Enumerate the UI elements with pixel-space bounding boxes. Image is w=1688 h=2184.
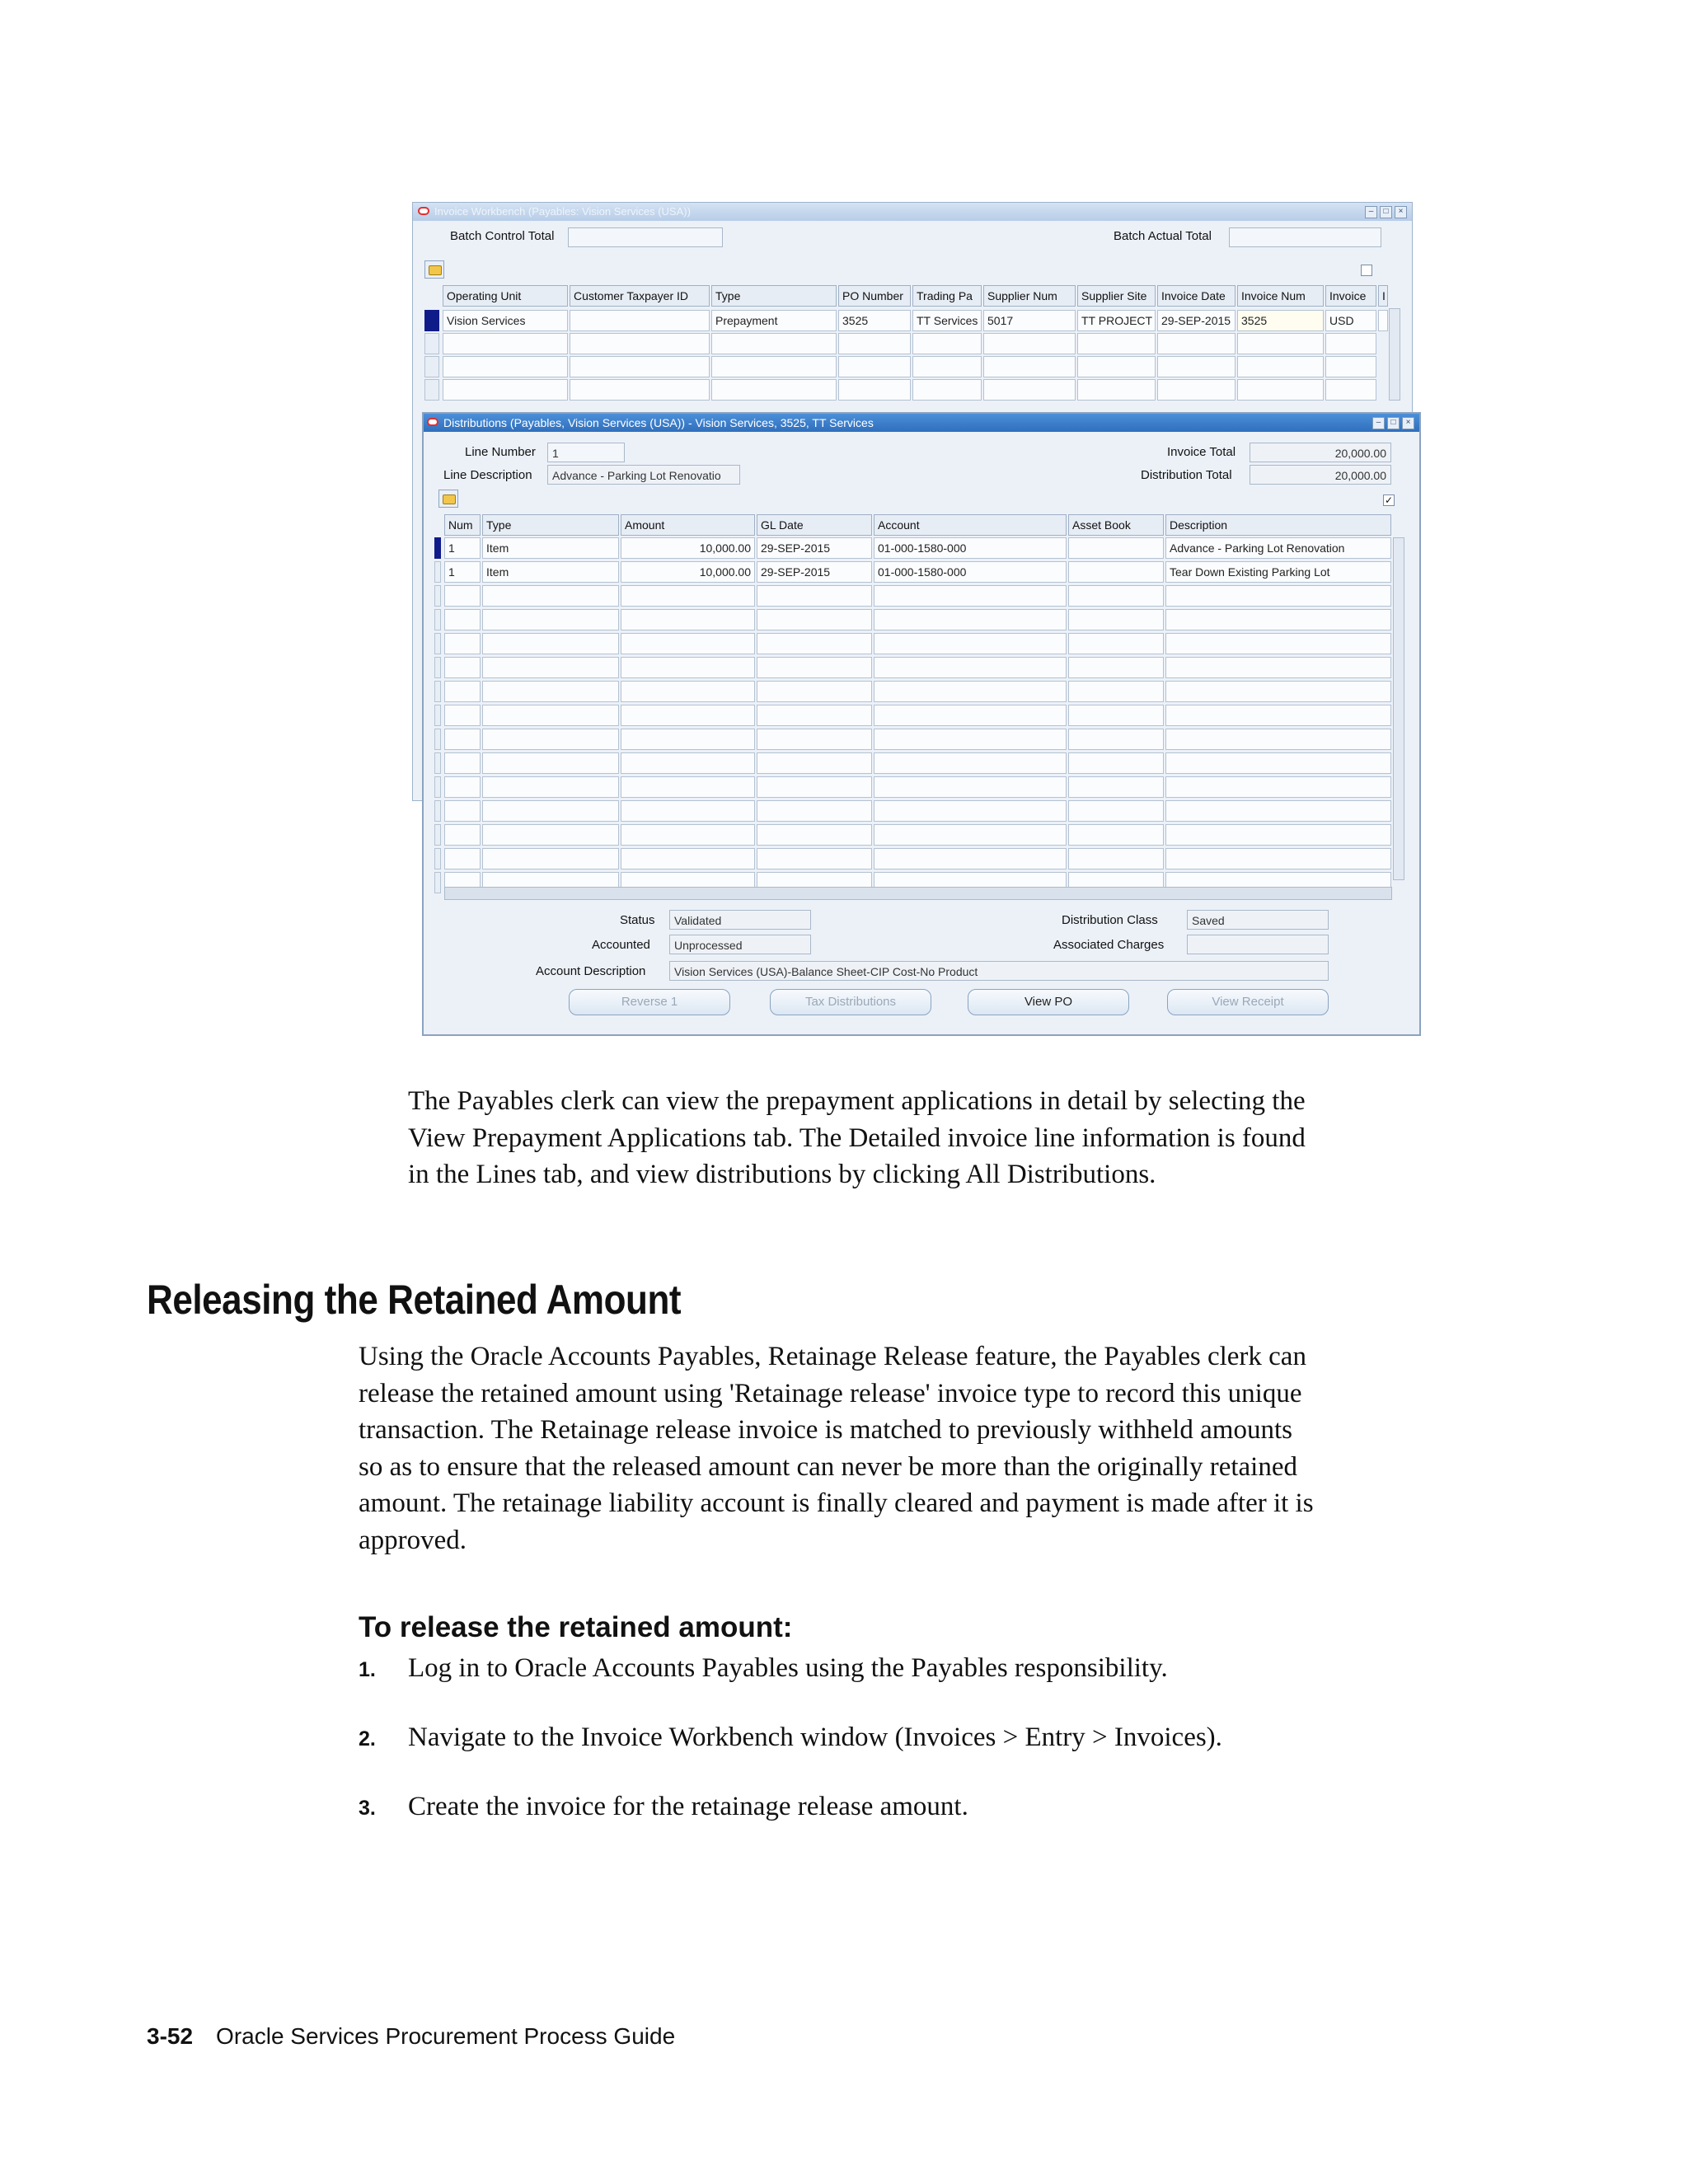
text-line: Using the Oracle Accounts Payables, Retainage Release feature, the Payables clerk can [359, 1342, 1306, 1371]
accounted-label: Accounted [592, 938, 650, 952]
folder-icon[interactable] [424, 260, 444, 279]
table-cell[interactable] [874, 729, 1067, 750]
cell-po-number[interactable]: 3525 [838, 310, 911, 331]
table-cell[interactable] [1068, 800, 1164, 822]
row-selector[interactable] [424, 356, 439, 377]
table-cell[interactable] [482, 752, 619, 774]
workbench-title: Invoice Workbench (Payables: Vision Services (USA)) [434, 205, 691, 218]
step-number: 2. [359, 1727, 376, 1750]
cell-type[interactable]: Item [482, 561, 619, 583]
row-selector[interactable] [434, 585, 441, 607]
distributions-vertical-scrollbar[interactable] [1393, 537, 1404, 880]
col-operating-unit: Operating Unit [443, 285, 568, 307]
table-cell[interactable] [444, 729, 481, 750]
row-selector[interactable] [434, 657, 441, 678]
table-cell[interactable] [1068, 657, 1164, 678]
row-selector[interactable] [434, 824, 441, 846]
distributions-checkbox[interactable]: ✓ [1384, 494, 1394, 506]
cell-num[interactable]: 1 [444, 537, 481, 559]
cell-invoice-currency[interactable]: USD [1325, 310, 1376, 331]
table-cell[interactable] [444, 800, 481, 822]
cell-customer-taxpayer-id[interactable] [570, 310, 710, 331]
accounted-field[interactable]: Unprocessed [669, 935, 811, 954]
page-footer [147, 2023, 675, 2050]
row-selector[interactable] [434, 633, 441, 654]
table-cell[interactable] [874, 633, 1067, 654]
table-cell[interactable] [621, 681, 755, 702]
table-cell[interactable] [1165, 609, 1391, 630]
table-cell[interactable] [757, 705, 872, 726]
close-icon[interactable]: × [1402, 417, 1414, 429]
table-cell[interactable] [621, 824, 755, 846]
table-cell[interactable] [757, 657, 872, 678]
row-selector[interactable] [434, 705, 441, 726]
col-invoice-num: Invoice Num [1237, 285, 1324, 307]
text-line: release the retained amount using 'Retainage release' invoice type to record this unique [359, 1378, 1302, 1408]
table-cell[interactable] [757, 752, 872, 774]
table-cell[interactable] [444, 633, 481, 654]
table-cell[interactable] [1165, 800, 1391, 822]
table-cell[interactable] [1068, 848, 1164, 869]
cell-account[interactable]: 01-000-1580-000 [874, 537, 1067, 559]
table-cell[interactable] [983, 333, 1076, 354]
table-cell[interactable] [482, 681, 619, 702]
table-cell[interactable] [1068, 824, 1164, 846]
table-cell[interactable] [444, 824, 481, 846]
table-cell[interactable] [1077, 379, 1156, 401]
cell-amount[interactable]: 10,000.00 [621, 537, 755, 559]
table-cell[interactable] [443, 379, 568, 401]
table-cell[interactable] [1237, 356, 1324, 377]
table-cell[interactable] [621, 752, 755, 774]
text-line: The Payables clerk can view the prepayment applications in detail by selecting the [408, 1086, 1306, 1116]
page-number: 3-52 [147, 2023, 194, 2049]
table-cell[interactable] [874, 657, 1067, 678]
step-text: Create the invoice for the retainage release amount. [408, 1792, 968, 1821]
account-description-field[interactable]: Vision Services (USA)-Balance Sheet-CIP Cost-No Product [669, 961, 1329, 981]
intro-paragraph [408, 1083, 1306, 1193]
table-cell[interactable] [1157, 379, 1236, 401]
step-text: Navigate to the Invoice Workbench window (Invoices > Entry > Invoices). [408, 1722, 1222, 1752]
line-description-label: Line Description [443, 468, 532, 482]
cell-amount[interactable]: 10,000.00 [621, 561, 755, 583]
table-cell[interactable] [1068, 681, 1164, 702]
table-cell[interactable] [1165, 752, 1391, 774]
table-cell[interactable] [482, 800, 619, 822]
table-cell[interactable] [874, 705, 1067, 726]
cell-operating-unit[interactable]: Vision Services [443, 310, 568, 331]
row-selector[interactable] [434, 800, 441, 822]
col-customer-taxpayer-id: Customer Taxpayer ID [570, 285, 710, 307]
table-cell[interactable] [621, 657, 755, 678]
status-label: Status [620, 913, 655, 927]
cell-supplier-site[interactable]: TT PROJECT [1077, 310, 1156, 331]
table-cell[interactable] [1165, 705, 1391, 726]
table-cell[interactable] [444, 609, 481, 630]
table-cell[interactable] [621, 848, 755, 869]
table-cell[interactable] [444, 776, 481, 798]
col-num: Num [444, 514, 481, 536]
table-cell[interactable] [482, 776, 619, 798]
associated-charges-label: Associated Charges [1053, 938, 1165, 952]
table-cell[interactable] [444, 657, 481, 678]
table-cell[interactable] [1165, 729, 1391, 750]
status-field[interactable]: Validated [669, 910, 811, 930]
workbench-title-bar [413, 203, 1412, 221]
distributions-window [422, 412, 1421, 1036]
table-cell[interactable] [482, 633, 619, 654]
table-cell[interactable] [1165, 657, 1391, 678]
minimize-icon[interactable]: – [1372, 417, 1385, 429]
distributions-title: Distributions (Payables, Vision Services (USA)) - Vision Services, 3525, TT Services [443, 416, 874, 429]
text-line: so as to ensure that the released amount can never be more than the originally retained [359, 1451, 1297, 1482]
tax-distributions-button[interactable]: Tax Distributions [770, 989, 931, 1015]
row-selector[interactable] [434, 776, 441, 798]
table-cell[interactable] [711, 379, 837, 401]
table-cell[interactable] [874, 848, 1067, 869]
table-cell[interactable] [444, 705, 481, 726]
table-cell[interactable] [1068, 633, 1164, 654]
table-cell[interactable] [1068, 729, 1164, 750]
col-type: Type [482, 514, 619, 536]
table-cell[interactable] [570, 379, 710, 401]
cell-description[interactable]: Advance - Parking Lot Renovation [1165, 537, 1391, 559]
table-cell[interactable] [621, 705, 755, 726]
table-cell[interactable] [482, 585, 619, 607]
row-selector[interactable] [424, 310, 439, 331]
cell-more[interactable] [1378, 310, 1388, 331]
section-paragraph [359, 1338, 1314, 1558]
line-number-field[interactable]: 1 [547, 443, 625, 462]
close-icon[interactable]: × [1395, 206, 1407, 218]
table-cell[interactable] [1165, 585, 1391, 607]
table-cell[interactable] [570, 333, 710, 354]
col-account: Account [874, 514, 1067, 536]
table-cell[interactable] [570, 356, 710, 377]
col-invoice-currency: Invoice [1325, 285, 1376, 307]
table-cell[interactable] [1068, 752, 1164, 774]
table-cell[interactable] [912, 379, 982, 401]
col-asset-book: Asset Book [1068, 514, 1164, 536]
table-cell[interactable] [443, 356, 568, 377]
col-invoice-date: Invoice Date [1157, 285, 1236, 307]
cell-type[interactable]: Item [482, 537, 619, 559]
col-supplier-site: Supplier Site [1077, 285, 1156, 307]
step-number: 3. [359, 1797, 376, 1820]
table-cell[interactable] [874, 800, 1067, 822]
table-cell[interactable] [983, 356, 1076, 377]
maximize-icon[interactable]: □ [1387, 417, 1400, 429]
maximize-icon[interactable]: □ [1380, 206, 1392, 218]
guide-title: Oracle Services Procurement Process Guide [216, 2023, 676, 2049]
cell-type[interactable]: Prepayment [711, 310, 837, 331]
col-gl-date: GL Date [757, 514, 872, 536]
table-cell[interactable] [443, 333, 568, 354]
line-description-field[interactable]: Advance - Parking Lot Renovatio [547, 465, 740, 485]
distribution-total-label: Distribution Total [1141, 468, 1232, 482]
col-po-number: PO Number [838, 285, 911, 307]
folder-icon[interactable] [438, 490, 458, 508]
table-cell[interactable] [1165, 681, 1391, 702]
row-selector[interactable] [434, 752, 441, 774]
table-cell[interactable] [912, 356, 982, 377]
table-cell[interactable] [874, 609, 1067, 630]
batch-control-total-field[interactable] [568, 227, 723, 247]
table-cell[interactable] [757, 633, 872, 654]
distribution-class-label: Distribution Class [1062, 913, 1158, 927]
table-cell[interactable] [482, 824, 619, 846]
table-cell[interactable] [757, 609, 872, 630]
col-supplier-num: Supplier Num [983, 285, 1076, 307]
distribution-class-field[interactable]: Saved [1187, 910, 1329, 930]
section-title: Releasing the Retained Amount [147, 1277, 682, 1323]
table-cell[interactable] [874, 776, 1067, 798]
table-cell[interactable] [482, 848, 619, 869]
row-selector[interactable] [424, 333, 439, 354]
cell-invoice-date[interactable]: 29-SEP-2015 [1157, 310, 1236, 331]
procedure-title: To release the retained amount: [359, 1611, 793, 1643]
table-cell[interactable] [444, 848, 481, 869]
row-selector[interactable] [424, 379, 439, 401]
cell-asset-book[interactable] [1068, 561, 1164, 583]
table-cell[interactable] [1068, 609, 1164, 630]
table-cell[interactable] [1325, 356, 1376, 377]
cell-account[interactable]: 01-000-1580-000 [874, 561, 1067, 583]
cell-gl-date[interactable]: 29-SEP-2015 [757, 537, 872, 559]
table-cell[interactable] [1165, 824, 1391, 846]
invoice-total-field[interactable]: 20,000.00 [1250, 443, 1391, 462]
table-cell[interactable] [838, 379, 911, 401]
batch-actual-total-label: Batch Actual Total [1114, 229, 1212, 243]
table-cell[interactable] [838, 333, 911, 354]
table-cell[interactable] [1165, 776, 1391, 798]
view-receipt-button[interactable]: View Receipt [1167, 989, 1329, 1015]
table-cell[interactable] [1325, 333, 1376, 354]
table-cell[interactable] [874, 824, 1067, 846]
table-cell[interactable] [621, 609, 755, 630]
distributions-title-bar [424, 414, 1419, 432]
table-cell[interactable] [1068, 776, 1164, 798]
cell-supplier-num[interactable]: 5017 [983, 310, 1076, 331]
minimize-icon[interactable]: – [1365, 206, 1377, 218]
col-type: Type [711, 285, 837, 307]
distribution-total-field[interactable]: 20,000.00 [1250, 465, 1391, 485]
row-selector[interactable] [434, 537, 441, 559]
table-cell[interactable] [1325, 379, 1376, 401]
row-selector[interactable] [434, 848, 441, 869]
table-cell[interactable] [621, 800, 755, 822]
table-cell[interactable] [757, 800, 872, 822]
batch-control-total-label: Batch Control Total [450, 229, 555, 243]
table-cell[interactable] [912, 333, 982, 354]
line-number-label: Line Number [465, 445, 536, 459]
text-line: approved. [359, 1525, 467, 1555]
table-cell[interactable] [1068, 585, 1164, 607]
cell-asset-book[interactable] [1068, 537, 1164, 559]
table-cell[interactable] [1077, 333, 1156, 354]
table-cell[interactable] [1068, 705, 1164, 726]
row-selector[interactable] [434, 561, 441, 583]
table-cell[interactable] [1077, 356, 1156, 377]
row-selector[interactable] [434, 872, 441, 893]
invoice-total-label: Invoice Total [1167, 445, 1236, 459]
table-cell[interactable] [874, 585, 1067, 607]
cell-gl-date[interactable]: 29-SEP-2015 [757, 561, 872, 583]
distributions-horizontal-scrollbar[interactable] [444, 887, 1392, 900]
table-cell[interactable] [711, 333, 837, 354]
table-cell[interactable] [874, 752, 1067, 774]
batch-actual-total-field[interactable] [1229, 227, 1381, 247]
table-cell[interactable] [711, 356, 837, 377]
col-more: I [1378, 285, 1388, 307]
col-trading-partner: Trading Pa [912, 285, 982, 307]
table-cell[interactable] [482, 657, 619, 678]
table-cell[interactable] [757, 824, 872, 846]
table-cell[interactable] [444, 585, 481, 607]
table-cell[interactable] [757, 729, 872, 750]
cell-description[interactable]: Tear Down Existing Parking Lot [1165, 561, 1391, 583]
row-selector[interactable] [434, 609, 441, 630]
associated-charges-field[interactable] [1187, 935, 1329, 954]
table-cell[interactable] [874, 681, 1067, 702]
table-cell[interactable] [621, 633, 755, 654]
table-cell[interactable] [1165, 633, 1391, 654]
table-cell[interactable] [1165, 848, 1391, 869]
table-cell[interactable] [757, 848, 872, 869]
cell-invoice-num[interactable]: 3525 [1237, 310, 1324, 331]
oracle-screenshot [409, 202, 1421, 1036]
table-cell[interactable] [621, 776, 755, 798]
table-cell[interactable] [621, 585, 755, 607]
table-cell[interactable] [757, 585, 872, 607]
step-text: Log in to Oracle Accounts Payables using the Payables responsibility. [408, 1653, 1168, 1683]
table-cell[interactable] [444, 752, 481, 774]
table-cell[interactable] [482, 705, 619, 726]
table-cell[interactable] [1157, 356, 1236, 377]
table-cell[interactable] [1237, 379, 1324, 401]
table-cell[interactable] [482, 609, 619, 630]
oracle-icon [418, 207, 429, 215]
workbench-vertical-scrollbar[interactable] [1389, 308, 1400, 401]
table-cell[interactable] [1157, 333, 1236, 354]
reverse-button[interactable]: Reverse 1 [569, 989, 730, 1015]
table-cell[interactable] [1237, 333, 1324, 354]
row-selector[interactable] [434, 681, 441, 702]
text-line: in the Lines tab, and view distributions by clicking All Distributions. [408, 1160, 1156, 1189]
workbench-checkbox[interactable] [1361, 265, 1372, 276]
col-amount: Amount [621, 514, 755, 536]
view-po-button[interactable]: View PO [968, 989, 1129, 1015]
oracle-icon [427, 418, 438, 426]
text-line: amount. The retainage liability account is finally cleared and payment is made after it is [359, 1488, 1314, 1518]
row-selector[interactable] [434, 729, 441, 750]
table-cell[interactable] [757, 681, 872, 702]
cell-num[interactable]: 1 [444, 561, 481, 583]
col-description: Description [1165, 514, 1391, 536]
account-description-label: Account Description [536, 964, 646, 978]
cell-trading-partner[interactable]: TT Services [912, 310, 982, 331]
table-cell[interactable] [983, 379, 1076, 401]
table-cell[interactable] [482, 729, 619, 750]
table-cell[interactable] [444, 681, 481, 702]
text-line: transaction. The Retainage release invoice is matched to previously withheld amounts [359, 1415, 1292, 1445]
table-cell[interactable] [621, 729, 755, 750]
text-line: View Prepayment Applications tab. The Detailed invoice line information is found [408, 1122, 1306, 1153]
step-number: 1. [359, 1658, 376, 1681]
table-cell[interactable] [838, 356, 911, 377]
table-cell[interactable] [757, 776, 872, 798]
